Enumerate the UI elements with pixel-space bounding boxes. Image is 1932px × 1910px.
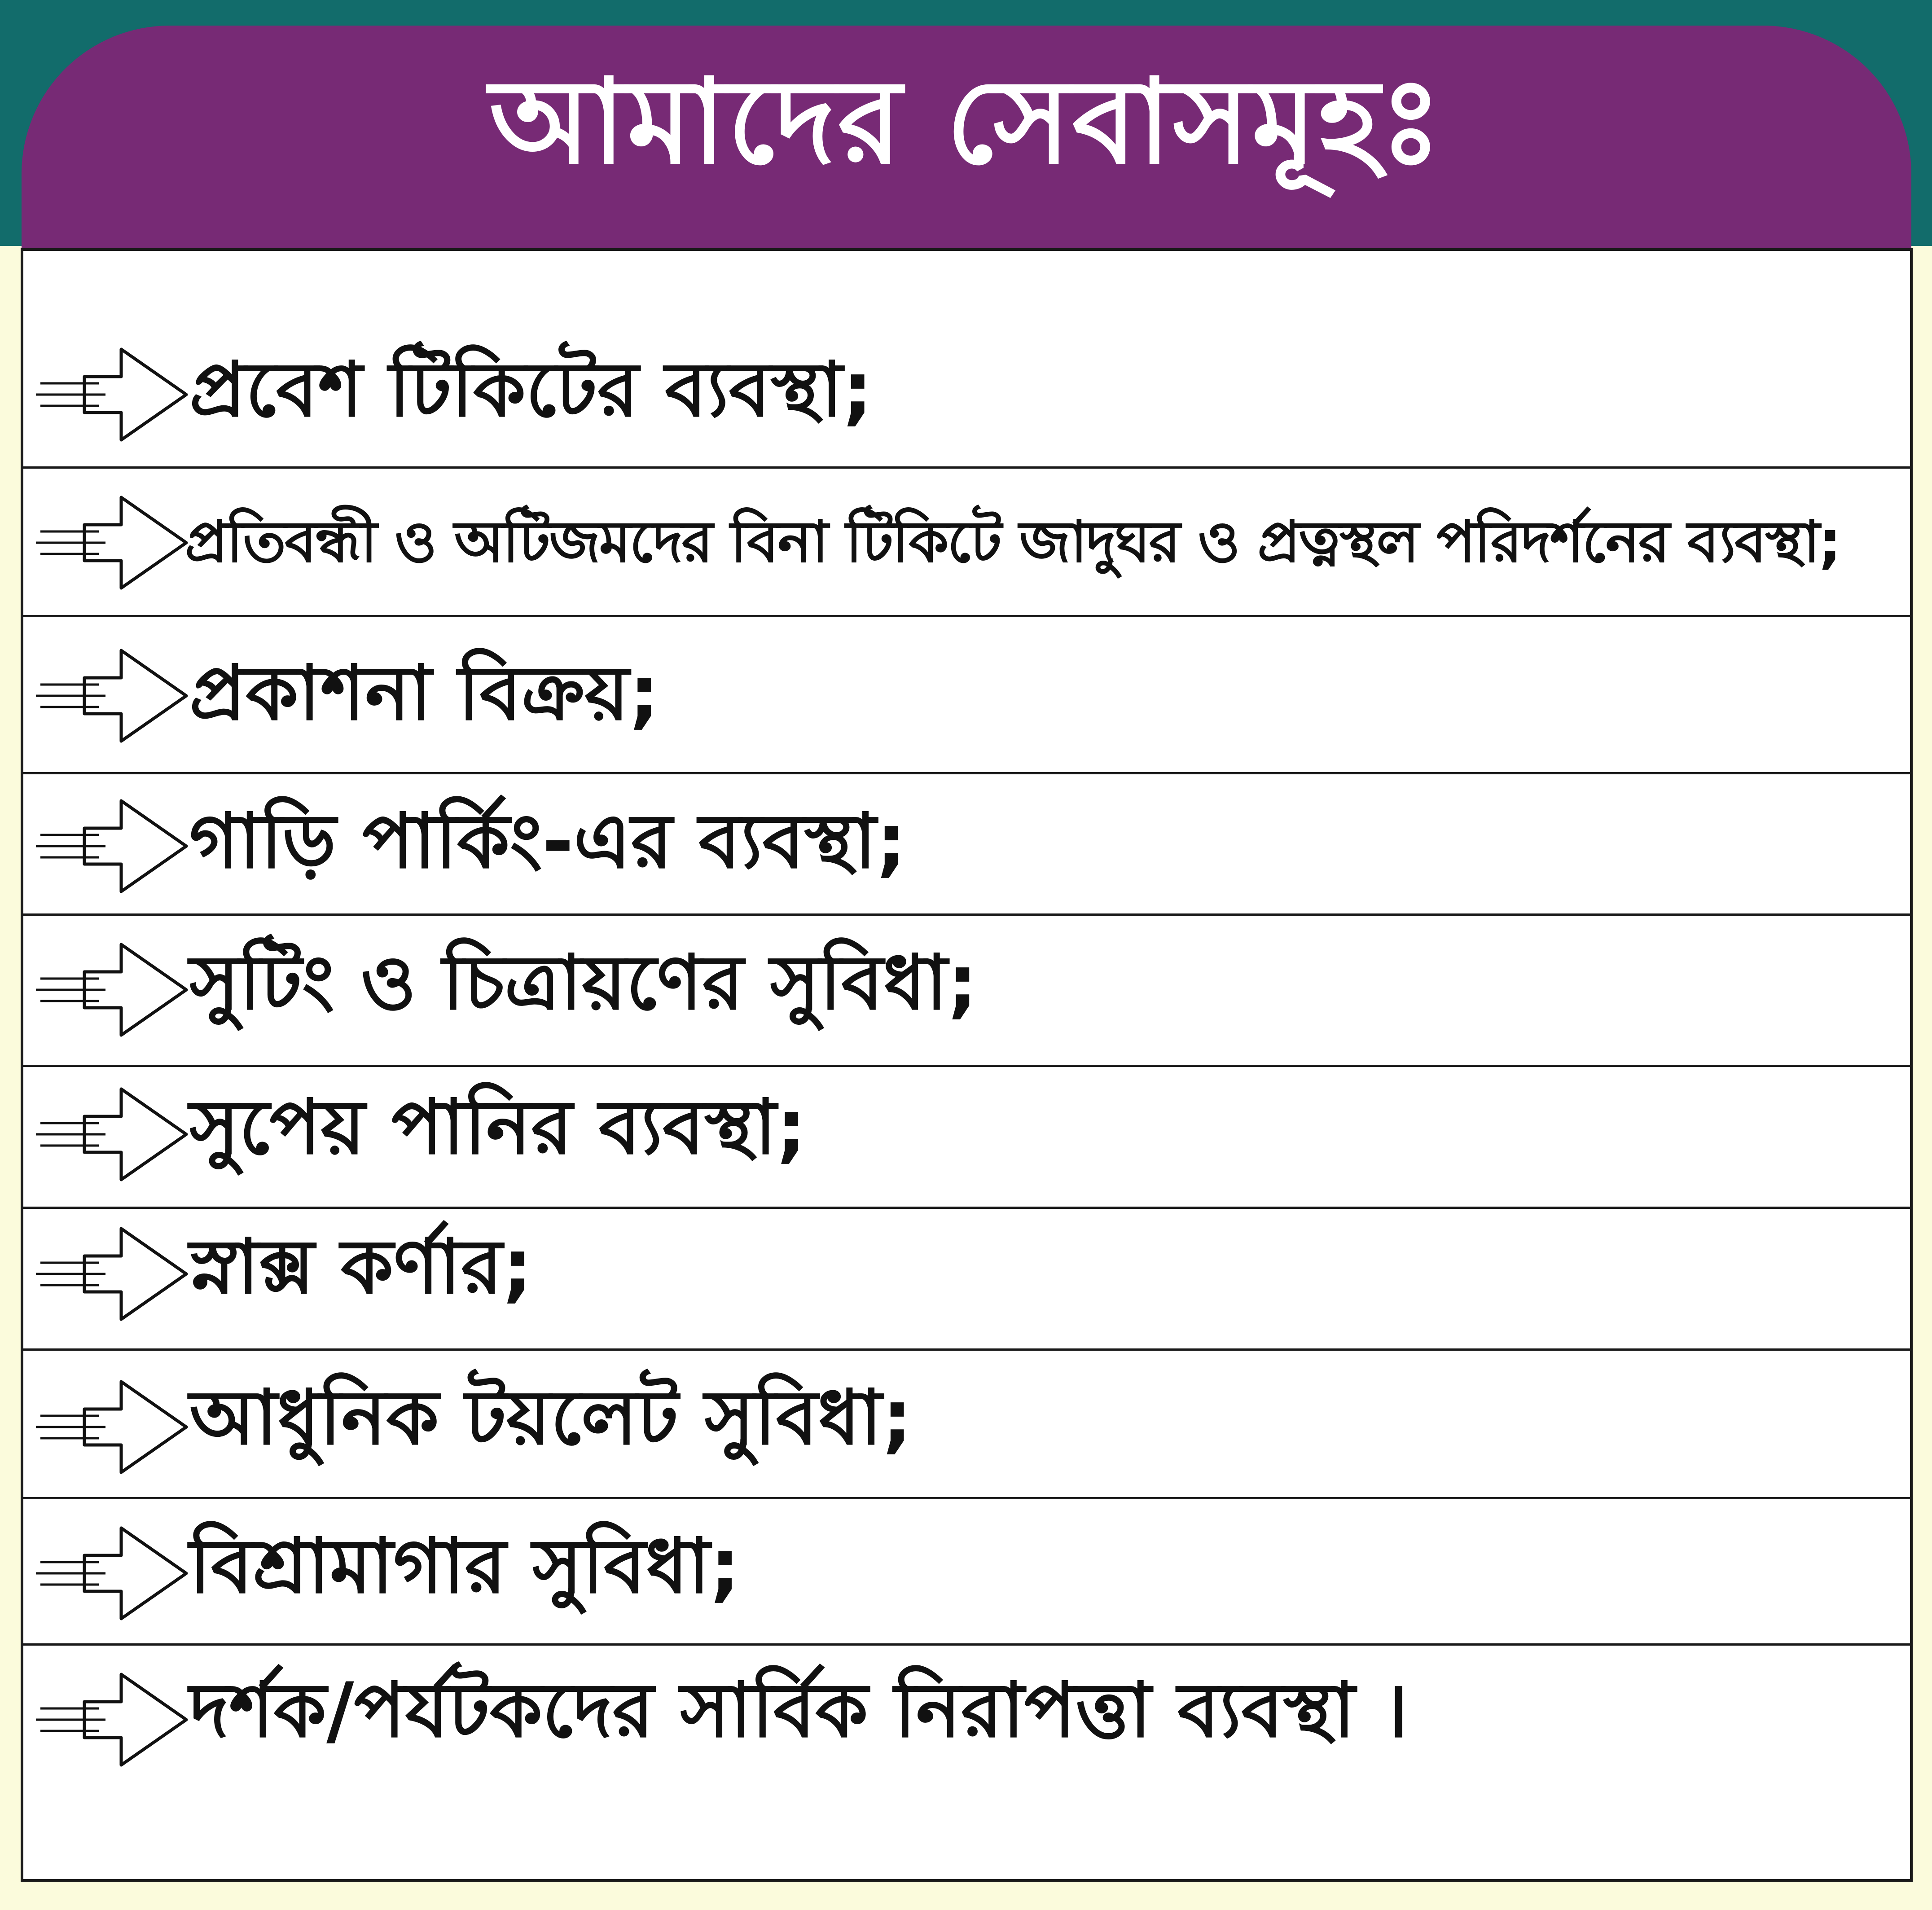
page-title: আমাদের সেবাসমূহঃ <box>489 53 1444 190</box>
list-item <box>23 1351 1910 1499</box>
list-item <box>23 617 1910 774</box>
double-arrow-right-icon <box>31 496 189 590</box>
service-label: প্রকাশনা বিক্রয়; <box>189 649 659 737</box>
double-arrow-right-icon <box>31 1087 189 1181</box>
service-label: সুপেয় পানির ব্যবস্থা; <box>189 1083 807 1171</box>
list-item <box>23 469 1910 617</box>
service-label: আধুনিক টয়লেট সুবিধা; <box>189 1374 913 1462</box>
list-item <box>23 1646 1910 1882</box>
double-arrow-right-icon <box>31 1227 189 1321</box>
double-arrow-right-icon <box>31 943 189 1037</box>
list-item <box>23 251 1910 469</box>
double-arrow-right-icon <box>31 1526 189 1620</box>
services-list <box>21 248 1913 1882</box>
double-arrow-right-icon <box>31 1380 189 1474</box>
list-item <box>23 916 1910 1067</box>
service-label: প্রবেশ টিকিটের ব্যবস্থা; <box>189 346 873 434</box>
double-arrow-right-icon <box>31 649 189 743</box>
list-item <box>23 1209 1910 1351</box>
service-label: সুটিং ও চিত্রায়ণের সুবিধা; <box>189 939 978 1027</box>
double-arrow-right-icon <box>31 1673 189 1767</box>
service-label: গাড়ি পার্কিং-এর ব্যবস্থা; <box>189 797 907 885</box>
service-label: প্রতিবন্ধী ও অটিজমদের বিনা টিকিটে জাদুঘর ও প্রত্নস্থল পরিদর্শনের ব্যবস্থা; <box>185 509 1840 575</box>
list-item <box>23 1499 1910 1646</box>
double-arrow-right-icon <box>31 347 189 442</box>
double-arrow-right-icon <box>31 799 189 893</box>
list-item <box>23 1067 1910 1209</box>
service-label: স্নাক্স কর্ণার; <box>189 1223 533 1311</box>
service-label: দর্শক/পর্যটকদের সার্বিক নিরাপত্তা ব্যবস্থা । <box>189 1666 1409 1754</box>
service-label: বিশ্রামাগার সুবিধা; <box>189 1522 740 1610</box>
title-banner <box>22 26 1911 250</box>
list-item <box>23 774 1910 916</box>
